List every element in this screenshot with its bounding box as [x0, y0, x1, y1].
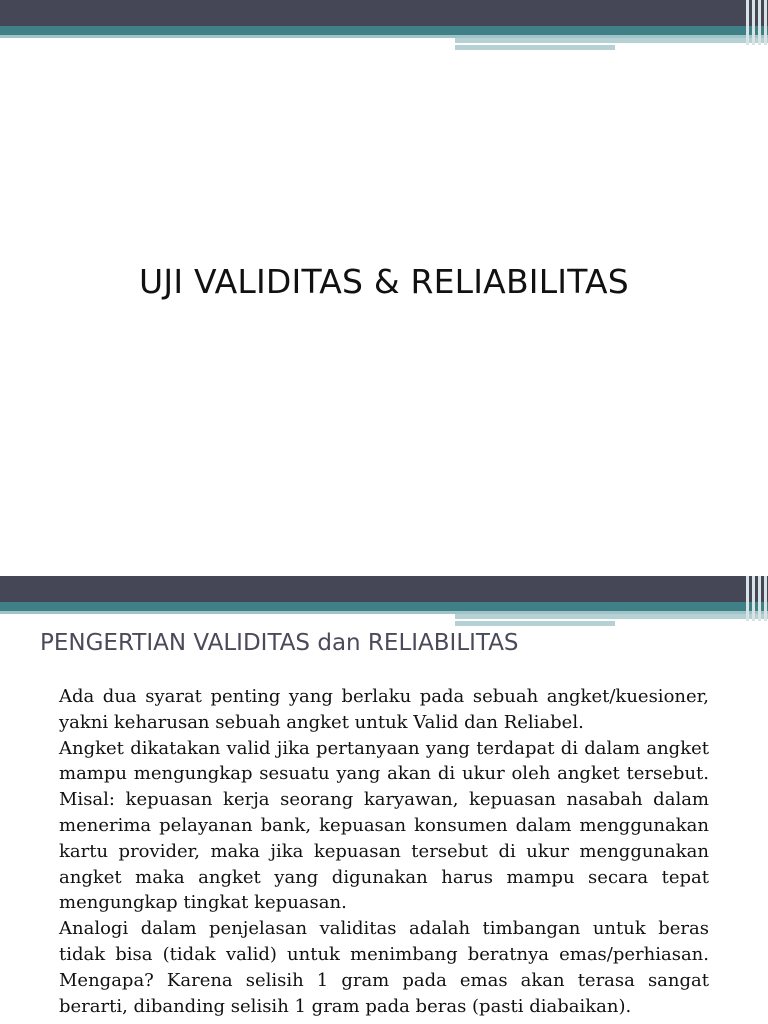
slide-title: UJI VALIDITAS & RELIABILITAS	[139, 262, 629, 301]
paragraph: Ada dua syarat penting yang berlaku pada sebuah angket/kuesioner, yakni keharusan sebuah angket untuk Valid dan Reliabel.	[59, 686, 709, 733]
paragraph: Analogi dalam penjelasan validitas adalah timbangan untuk beras tidak bisa (tidak valid) untuk menimbang beratnya emas/perhiasan. Mengapa? Karena selisih 1 gram pada emas akan terasa sangat berarti, dibanding selisih 1 gram pada beras (pasti diabaikan).	[59, 918, 709, 1017]
body-text	[59, 684, 709, 1019]
section-heading: PENGERTIAN VALIDITAS dan RELIABILITAS	[40, 630, 519, 656]
paragraph: Angket dikatakan valid jika pertanyaan yang terdapat di dalam angket mampu mengungkap sesuatu yang akan di ukur oleh angket tersebut. Misal: kepuasan kerja seorang karyawan, kepuasan nasabah dalam menerima pelayanan bank, kepuasan konsumen dalam menggunakan kartu provider, maka jika kepuasan tersebut di ukur menggunakan angket maka angket yang digunakan harus mampu secara tepat mengungkap tingkat kepuasan.	[59, 737, 709, 914]
header-stripes-decoration	[744, 576, 768, 621]
header-stripes-decoration	[744, 0, 768, 45]
